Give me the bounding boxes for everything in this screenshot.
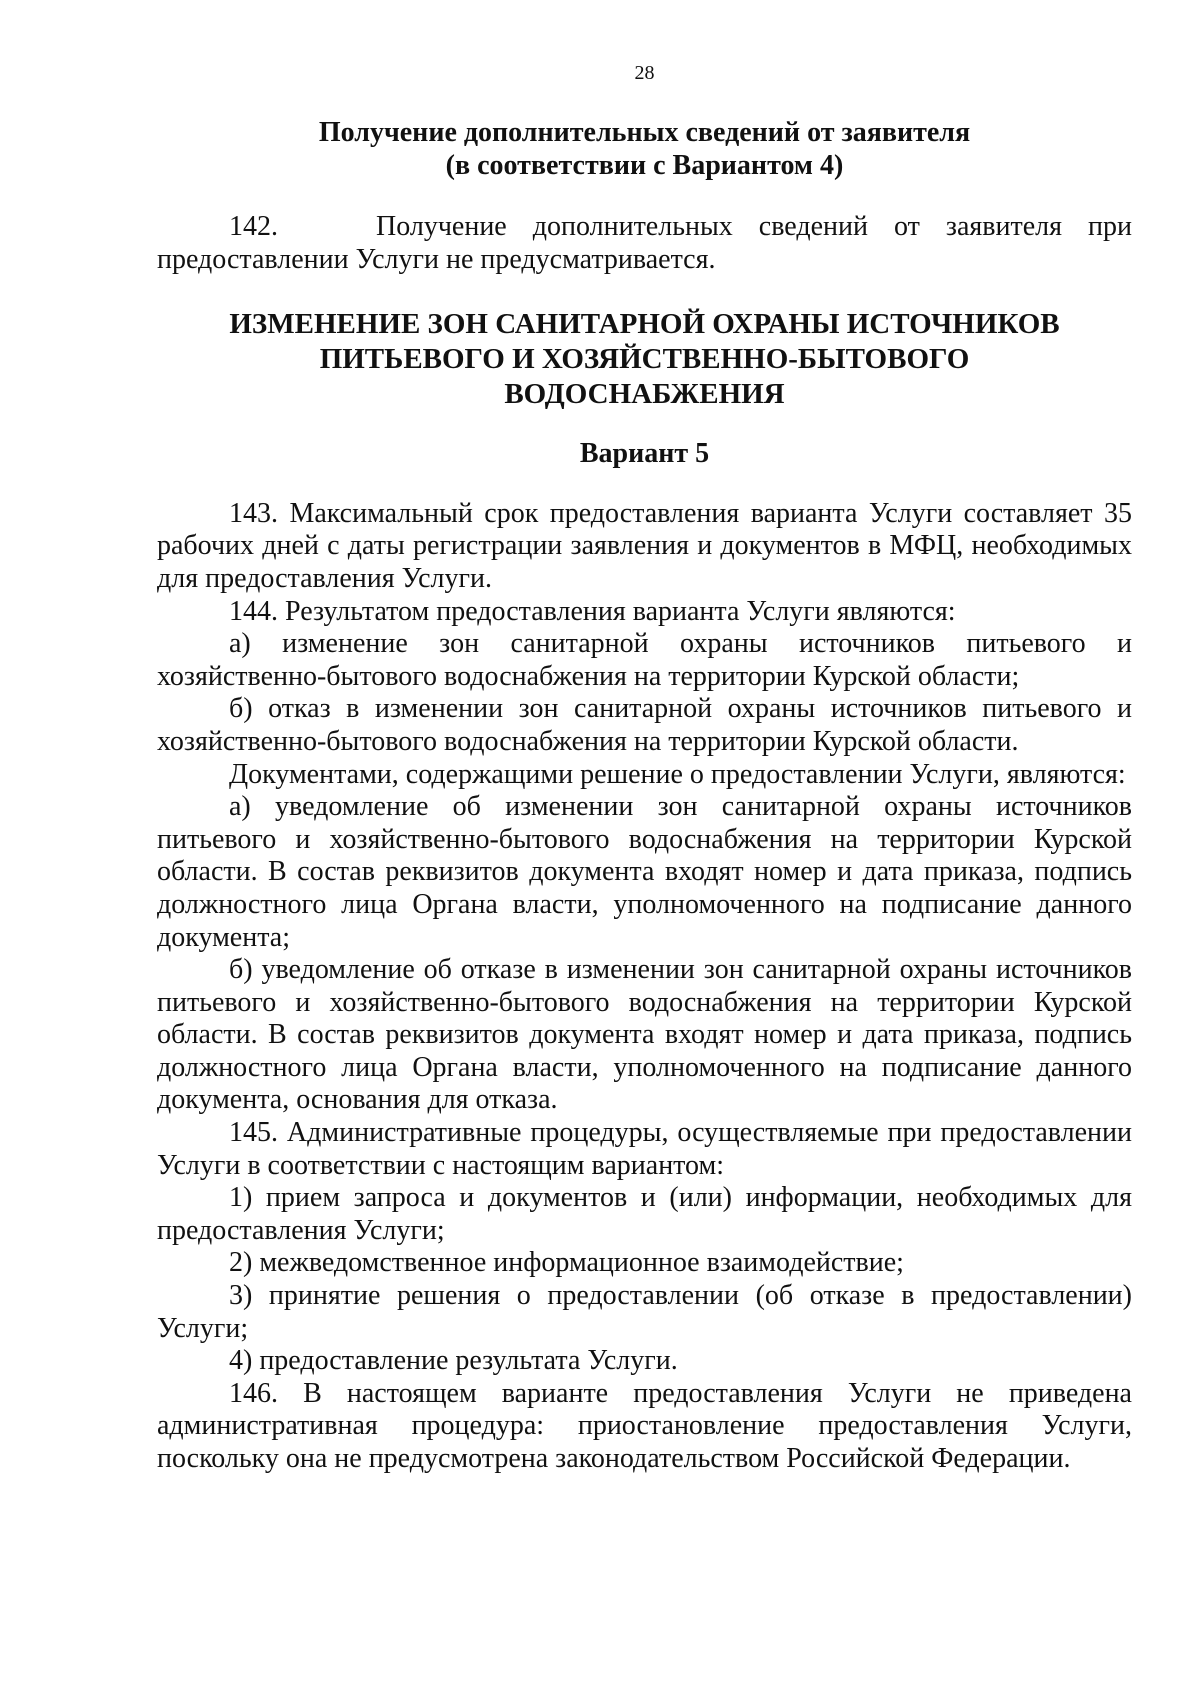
list-item-145-2: 2) межведомственное информационное взаимодействие; [229,1247,904,1279]
subsection-heading-line1: Получение дополнительных сведений от заявителя [318,117,971,148]
section-title [157,307,1132,412]
paragraph-144: 144. Результатом предоставления варианта Услуги являются: [229,595,956,627]
document-page [157,62,1132,1476]
section-title-line2: ПИТЬЕВОГО И ХОЗЯЙСТВЕННО-БЫТОВОГО [319,343,970,376]
section-title-line1: ИЗМЕНЕНИЕ ЗОН САНИТАРНОЙ ОХРАНЫ ИСТОЧНИКОВ [229,308,1060,341]
paragraph-142: 142. Получение дополнительных сведений от заявителя при предоставлении Услуги не предусматривается. [157,211,1132,275]
page-number: 28 [634,62,655,84]
list-item-documents-a: а) уведомление об изменении зон санитарной охраны источников питьевого и хозяйственно-бытового водоснабжения на территории Курской области. В состав реквизитов документа входят номер и дата приказа, подпись должностного лица Органа власти, уполномоченного на подписание данного документа; [157,791,1132,953]
paragraph-decision-documents: Документами, содержащими решение о предоставлении Услуги, являются: [229,758,1126,790]
subsection-heading-line2: (в соответствии с Вариантом 4) [445,150,844,181]
list-item-145-1: 1) прием запроса и документов и (или) информации, необходимых для предоставления Услуги; [157,1182,1132,1246]
subsection-heading [157,116,1132,182]
list-item-documents-b: б) уведомление об отказе в изменении зон санитарной охраны источников питьевого и хозяйственно-бытового водоснабжения на территории Курской области. В состав реквизитов документа входят номер и дата приказа, подпись должностного лица Органа власти, уполномоченного на подписание данного документа, основания для отказа. [157,954,1132,1116]
list-item-145-3: 3) принятие решения о предоставлении (об отказе в предоставлении) Услуги; [157,1280,1132,1344]
list-item-145-4: 4) предоставление результата Услуги. [229,1345,678,1377]
section-title-line3: ВОДОСНАБЖЕНИЯ [504,378,785,411]
list-item-144a: а) изменение зон санитарной охраны источников питьевого и хозяйственно-бытового водоснабжения на территории Курской области; [157,628,1132,692]
paragraph-143: 143. Максимальный срок предоставления варианта Услуги составляет 35 рабочих дней с даты регистрации заявления и документов в МФЦ, необходимых для предоставления Услуги. [157,497,1132,594]
paragraph-146: 146. В настоящем варианте предоставления Услуги не приведена административная процедура: приостановление предоставления Услуги, поскольку она не предусмотрена законодательством Российской Федерации. [157,1377,1132,1474]
list-item-144b: б) отказ в изменении зон санитарной охраны источников питьевого и хозяйственно-бытового водоснабжения на территории Курской области. [157,693,1132,757]
paragraph-145: 145. Административные процедуры, осуществляемые при предоставлении Услуги в соответствии с настоящим вариантом: [157,1117,1132,1181]
variant-title: Вариант 5 [579,438,710,470]
